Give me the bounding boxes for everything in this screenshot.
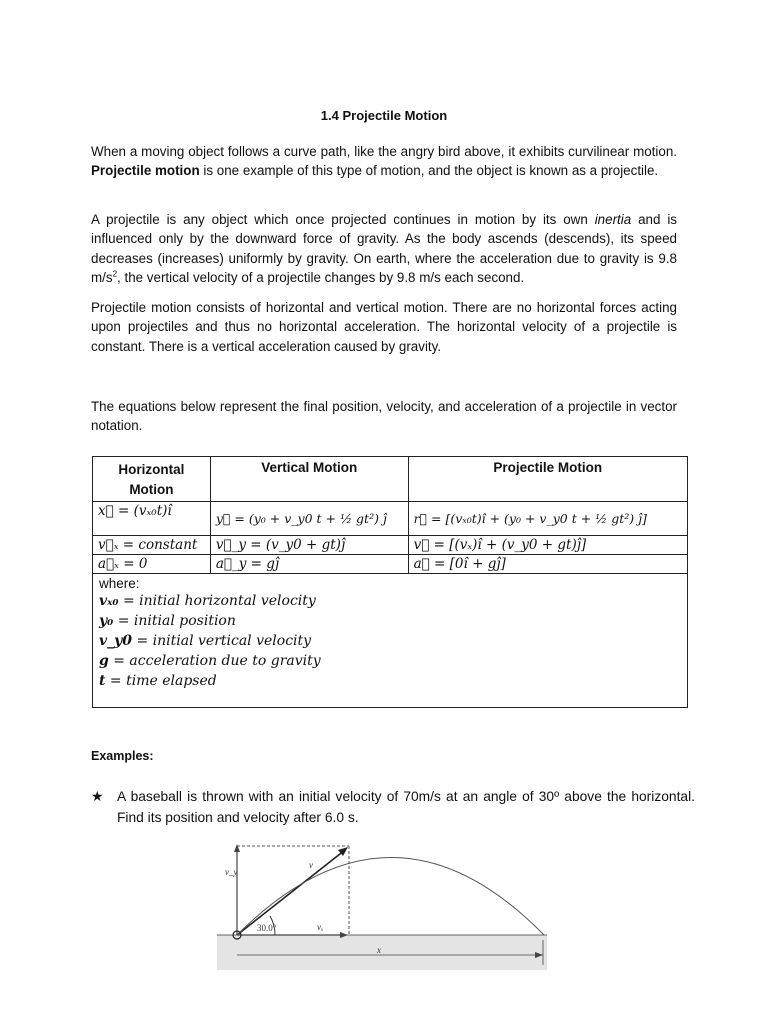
where-var-t: t [99, 673, 106, 689]
label-vx: vₓ [317, 922, 324, 932]
where-line-t [99, 671, 681, 691]
where-cell [93, 574, 688, 708]
table-row-position [93, 502, 688, 536]
trajectory-curve [237, 858, 544, 936]
vy-arrowhead [234, 844, 240, 852]
where-line-vx0 [99, 591, 681, 611]
paragraph-intro-text-a: When a moving object follows a curve path, like the angry bird above, it exhibits curvilinear motion. [91, 144, 677, 159]
where-var-vy0: v_y0 [99, 633, 133, 649]
where-desc-vy0: = initial vertical velocity [132, 633, 312, 649]
examples-heading: Examples: [91, 749, 154, 763]
where-desc-y0: = initial position [113, 613, 236, 629]
paragraph-projectile-definition [91, 210, 677, 287]
cell-projectile-position: r⃗ = [(vₓ₀t)î + (y₀ + v_y0 t + ½ gt²) ĵ] [408, 502, 687, 536]
example-text: A baseball is thrown with an initial velocity of 70m/s at an angle of 30º above the horizontal. Find its position and velocity after 6.0 s. [117, 789, 695, 825]
cell-horizontal-velocity: v⃗ₓ = constant [93, 536, 211, 555]
equations-table [92, 456, 688, 708]
paragraph-intro-bold-term: Projectile motion [91, 163, 200, 179]
paragraph-intro-text-b: is one example of this type of motion, and the object is known as a projectile. [199, 163, 659, 179]
where-var-y0: y₀ [99, 613, 114, 629]
table-row-acceleration [93, 555, 688, 574]
header-projectile-motion: Projectile Motion [408, 457, 687, 502]
label-v: v [309, 860, 313, 870]
example-item-baseball [91, 786, 695, 828]
projectile-diagram [217, 840, 547, 970]
paragraph-def-italic-term: inertia [594, 212, 632, 227]
where-var-vx0: vₓ₀ [99, 593, 119, 609]
velocity-vector [237, 850, 345, 935]
paragraph-components: Projectile motion consists of horizontal and vertical motion. There are no horizontal forces acting upon projectiles and thus no horizontal acceleration. The horizontal velocity of a projectile is constant. There is a vertical acceleration caused by gravity. [91, 300, 677, 354]
ground-surface [217, 935, 547, 970]
cell-projectile-velocity: v⃗ = [(vₓ)î + (v_y0 + gt)ĵ] [408, 536, 687, 555]
star-bullet-icon: ★ [91, 788, 104, 804]
header-vertical-motion: Vertical Motion [210, 457, 408, 502]
paragraph-def-text-b: and is influenced only by the downward force of gravity. As the body ascends (descends), its speed decreases (increases) uniformly by gravity. On earth, where the acceleration due to gravity is 9.8 m/s [91, 212, 677, 285]
where-line-g [99, 651, 681, 671]
where-desc-vx0: = initial horizontal velocity [118, 593, 316, 609]
paragraph-def-text-c: , the vertical velocity of a projectile changes by 9.8 m/s each second. [117, 269, 525, 285]
paragraph-intro [91, 142, 677, 181]
table-header-row [93, 457, 688, 502]
where-line-vy0 [99, 631, 681, 651]
section-title: 1.4 Projectile Motion [320, 108, 448, 123]
where-var-g: g [99, 653, 109, 669]
cell-vertical-position: y⃗ = (y₀ + v_y0 t + ½ gt²) ĵ [210, 502, 408, 536]
paragraph-def-superscript: 2 [112, 269, 118, 279]
paragraph-equations-intro: The equations below represent the final position, velocity, and acceleration of a projectile in vector notation. [91, 399, 677, 434]
cell-vertical-acceleration: a⃗_y = gĵ [210, 555, 408, 574]
where-line-y0 [99, 611, 681, 631]
cell-vertical-velocity: v⃗_y = (v_y0 + gt)ĵ [210, 536, 408, 555]
where-desc-g: = acceleration due to gravity [108, 653, 321, 669]
where-desc-t: = time elapsed [105, 673, 217, 689]
cell-horizontal-position: x⃗ = (vₓ₀t)î [93, 502, 211, 536]
cell-projectile-acceleration: a⃗ = [0î + gĵ] [408, 555, 687, 574]
table-row-velocity [93, 536, 688, 555]
cell-horizontal-acceleration: a⃗ₓ = 0 [93, 555, 211, 574]
where-label: where: [99, 576, 140, 591]
table-row-where [93, 574, 688, 708]
label-x: x [377, 945, 381, 955]
label-vy: v_y [225, 867, 238, 877]
label-angle: 30.0° [257, 923, 277, 933]
header-horizontal-motion: Horizontal Motion [93, 457, 211, 502]
paragraph-def-text-a: A projectile is any object which once projected continues in motion by its own [91, 212, 595, 227]
